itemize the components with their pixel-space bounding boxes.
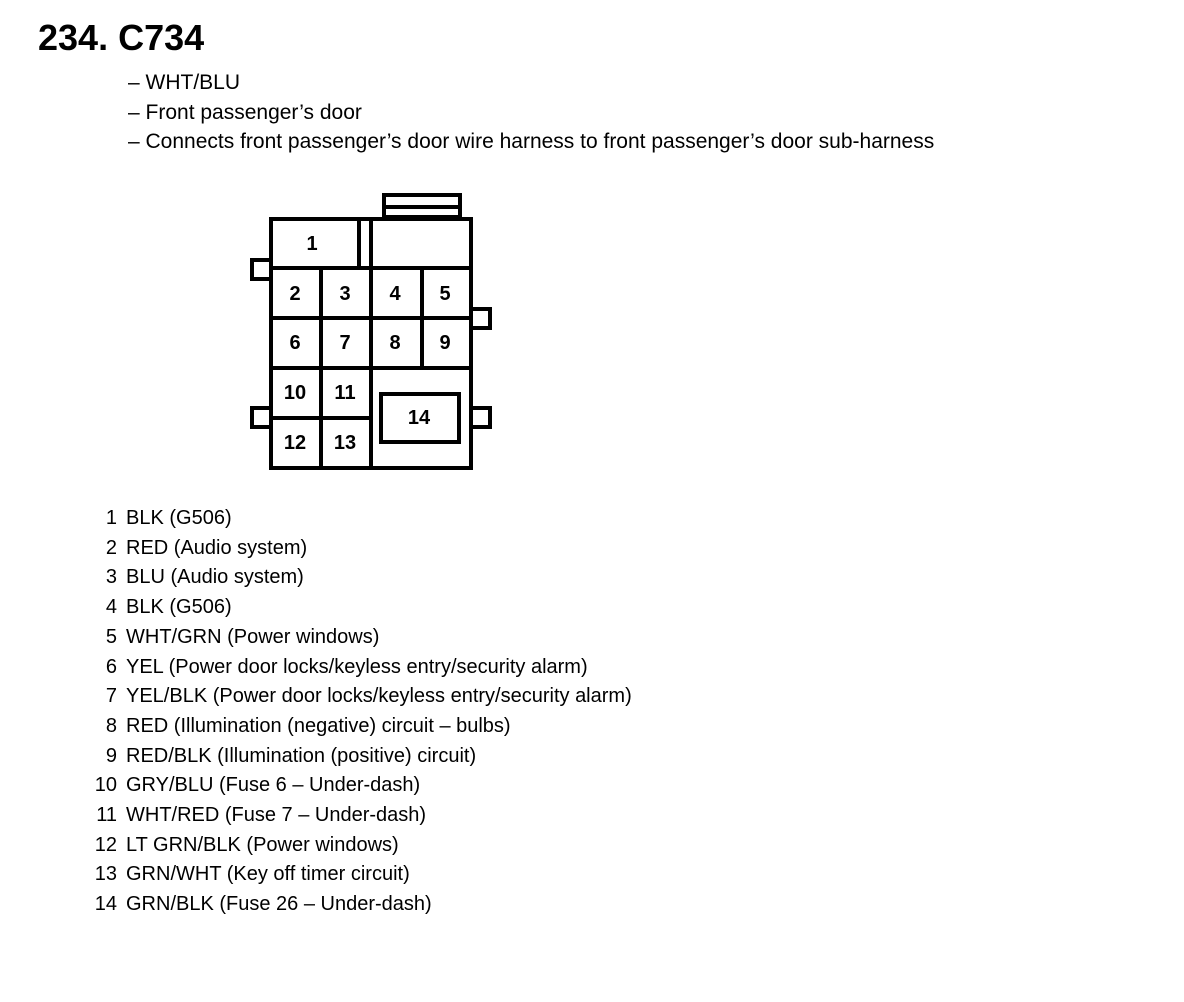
pin-description: RED/BLK (Illumination (positive) circuit) — [126, 744, 477, 767]
pin-row — [86, 682, 632, 712]
pin-row — [86, 890, 632, 920]
cavity-label-1: 1 — [306, 233, 318, 255]
cavity-label-2: 2 — [289, 283, 301, 305]
cavity-label-9: 9 — [439, 332, 451, 354]
pin-description: BLK (G506) — [126, 596, 232, 619]
pin-row — [86, 534, 632, 564]
cavity-label-10: 10 — [283, 382, 307, 404]
pin-number: 1 — [105, 507, 117, 529]
pin-number: 13 — [94, 863, 117, 886]
pinout-list — [86, 504, 632, 920]
pin-number: 2 — [105, 536, 117, 559]
pin-description: LT GRN/BLK (Power windows) — [126, 833, 399, 856]
pin-number: 9 — [105, 744, 117, 767]
pin-row — [86, 593, 632, 623]
pin-number: 10 — [94, 774, 117, 797]
pin-description: GRY/BLU (Fuse 6 – Under-dash) — [126, 774, 421, 797]
pin-description: RED (Illumination (negative) circuit – bulbs) — [126, 714, 511, 737]
pin-row — [86, 801, 632, 831]
connector-face-diagram — [240, 185, 500, 480]
pin-number: 4 — [105, 596, 117, 619]
cavity-label-8: 8 — [389, 332, 401, 354]
pin-row — [86, 712, 632, 742]
cavity-label-6: 6 — [289, 332, 301, 354]
pin-description: GRN/BLK (Fuse 26 – Under-dash) — [126, 893, 432, 916]
cavity-label-14: 14 — [407, 407, 431, 429]
pin-row — [86, 504, 632, 534]
cavity-label-3: 3 — [339, 283, 351, 305]
pin-row — [86, 831, 632, 861]
pin-row — [86, 860, 632, 890]
pin-description: WHT/RED (Fuse 7 – Under-dash) — [126, 804, 427, 827]
pin-description: WHT/GRN (Power windows) — [126, 625, 380, 648]
page-title: 234. C734 — [38, 17, 205, 58]
pin-number: 3 — [105, 566, 117, 589]
pin-number: 11 — [96, 804, 117, 827]
pin-row — [86, 742, 632, 772]
cavity-label-11: 11 — [334, 382, 356, 404]
pin-description: YEL (Power door locks/keyless entry/security alarm) — [126, 655, 588, 678]
cavity-label-12: 12 — [283, 432, 307, 454]
pin-number: 5 — [105, 625, 117, 648]
connector-key-left-top — [252, 260, 271, 279]
connector-key-right-bottom — [471, 408, 490, 427]
pin-description: GRN/WHT (Key off timer circuit) — [126, 863, 410, 886]
description-function: – Connects front passenger’s door wire harness to front passenger’s door sub-harness — [128, 130, 935, 153]
pin-description: YEL/BLK (Power door locks/keyless entry/security alarm) — [126, 685, 632, 708]
pin-description: BLK (G506) — [126, 507, 232, 529]
connector-key-left-bottom — [252, 408, 271, 427]
pin-number: 6 — [105, 655, 117, 678]
pin-description: BLU (Audio system) — [126, 566, 304, 589]
pin-number: 7 — [105, 685, 117, 708]
pin-row — [86, 623, 632, 653]
pin-row — [86, 771, 632, 801]
description-color: – WHT/BLU — [128, 71, 241, 94]
description-location: – Front passenger’s door — [128, 100, 362, 124]
pin-description: RED (Audio system) — [126, 536, 308, 559]
pin-number: 8 — [105, 714, 117, 737]
connector-key-right-middle — [471, 309, 490, 328]
pin-row — [86, 563, 632, 593]
cavity-label-4: 4 — [389, 283, 401, 305]
cavity-label-5: 5 — [439, 283, 451, 305]
pin-row — [86, 653, 632, 683]
connector-description — [128, 68, 934, 157]
cavity-label-7: 7 — [339, 332, 351, 354]
cavity-label-13: 13 — [333, 432, 357, 454]
pin-number: 14 — [94, 893, 117, 916]
pin-number: 12 — [94, 833, 117, 856]
